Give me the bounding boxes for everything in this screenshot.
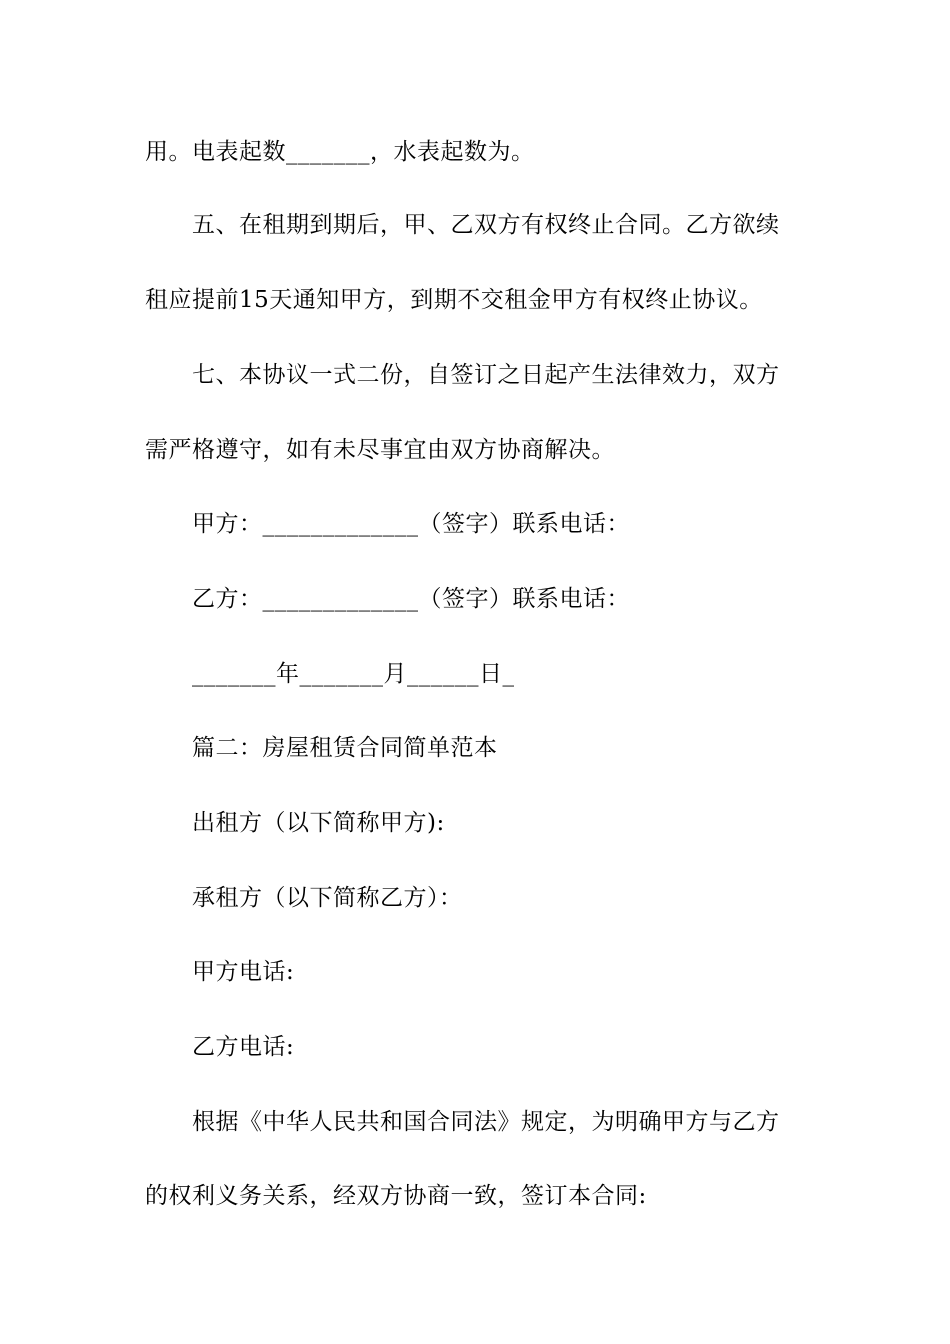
text-line-party-b-phone: 乙方电话: — [192, 1034, 295, 1060]
text-line-clause-seven-cont: 需严格遵守，如有未尽事宜由双方协商解决。 — [145, 437, 615, 463]
text-line-clause-five-cont: 租应提前15天通知甲方，到期不交租金甲方有权终止协议。 — [145, 287, 763, 313]
text-line-clause-five: 五、在租期到期后，甲、乙双方有权终止合同。乙方欲续 — [192, 212, 780, 238]
text-line-party-a-signature: 甲方：_____________（签字）联系电话： — [192, 511, 630, 537]
section-title: 篇二：房屋租赁合同简单范本 — [192, 735, 498, 761]
text-line-preamble-cont: 的权利义务关系，经双方协商一致，签订本合同: — [145, 1183, 647, 1209]
text-line-clause-seven: 七、本协议一式二份，自签订之日起产生法律效力，双方 — [192, 362, 780, 388]
text-line-party-b-signature: 乙方：_____________（签字）联系电话： — [192, 586, 630, 612]
text-line-meter-readings: 用。电表起数_______，水表起数为。 — [145, 139, 535, 165]
text-line-date: _______年_______月______日_ — [192, 661, 515, 687]
text-line-lessor: 出租方（以下简称甲方): — [192, 810, 445, 836]
text-line-party-a-phone: 甲方电话: — [192, 959, 295, 985]
text-line-preamble: 根据《中华人民共和国合同法》规定，为明确甲方与乙方 — [192, 1109, 780, 1135]
text-line-lessee: 承租方（以下简称乙方）： — [192, 885, 463, 911]
